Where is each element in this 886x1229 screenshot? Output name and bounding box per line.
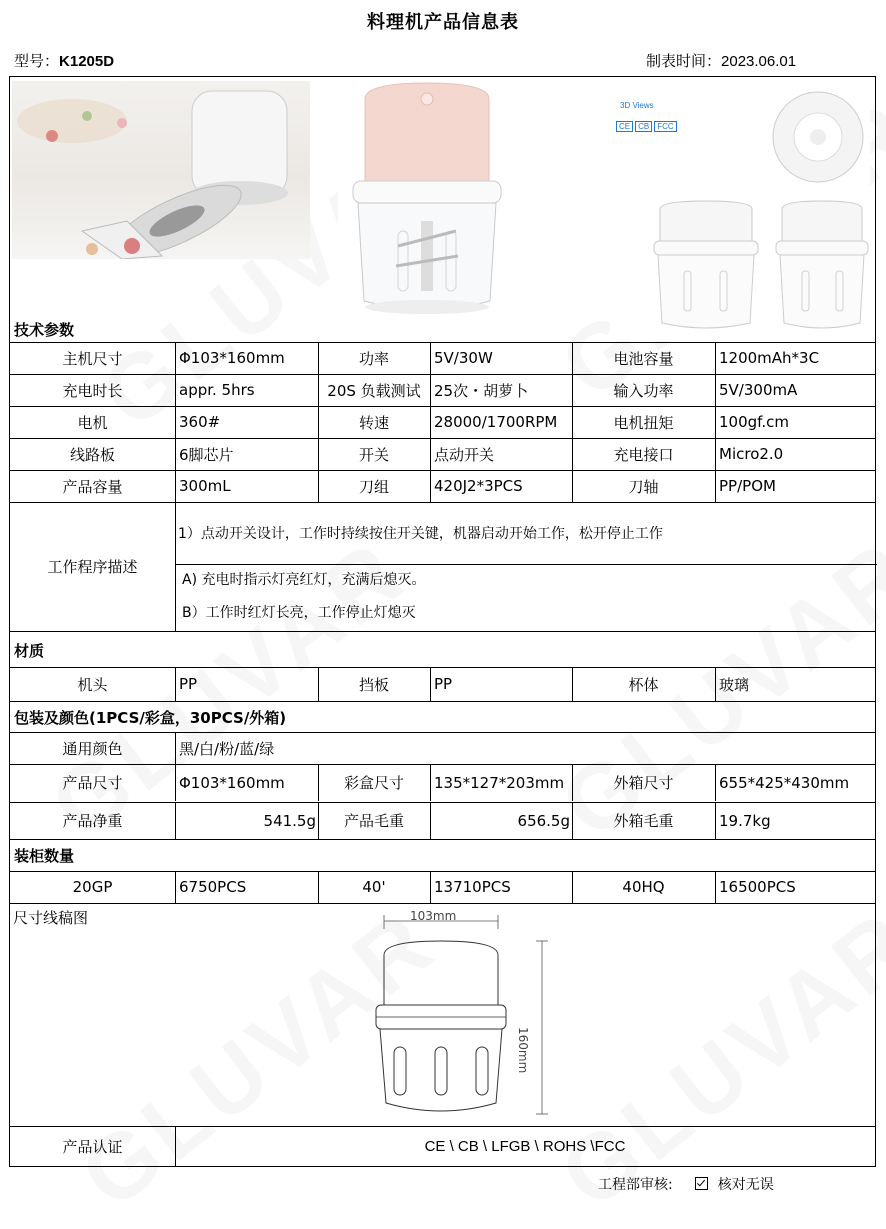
- divider: [175, 374, 176, 406]
- checkbox-checked-icon[interactable]: [695, 1177, 708, 1190]
- divider: [175, 470, 176, 502]
- date-value: 2023.06.01: [721, 53, 797, 70]
- divider: [572, 667, 573, 701]
- tech-cell: 28000/1700RPM: [434, 413, 558, 431]
- packing-cell: 外箱毛重: [613, 812, 674, 830]
- chopper-front-illustration: [338, 81, 516, 325]
- tech-cell: 刀组: [358, 477, 389, 496]
- height-dimension-label: 160mm: [516, 1027, 530, 1074]
- divider: [175, 667, 176, 701]
- cert-marks: [616, 121, 677, 132]
- tech-cell: 充电接口: [613, 445, 674, 464]
- divider: [430, 342, 431, 374]
- container-cell: 40': [362, 878, 386, 896]
- product-photo-3d-views: [610, 91, 870, 341]
- divider: [715, 438, 716, 470]
- divider: [430, 374, 431, 406]
- date-line: [646, 50, 796, 71]
- divider: [318, 438, 319, 470]
- divider: [572, 342, 573, 374]
- approval-label: 工程部审核:: [598, 1177, 673, 1193]
- tech-cell: 产品容量: [62, 477, 123, 496]
- divider: [175, 871, 176, 903]
- container-cell: 40HQ: [622, 878, 665, 896]
- tech-cell: 5V/300mA: [719, 381, 798, 399]
- divider: [10, 631, 875, 632]
- tech-cell: 20S 负载测试: [327, 381, 421, 400]
- container-section-title: 装柜数量: [14, 847, 75, 865]
- material-cell: 挡板: [358, 675, 389, 694]
- container-cell: 6750PCS: [179, 878, 247, 896]
- views-label: 3D Views: [620, 101, 654, 110]
- packing-cell: 656.5g: [517, 811, 570, 830]
- divider: [318, 406, 319, 438]
- divider: [572, 470, 573, 502]
- tech-cell: 输入功率: [613, 381, 674, 400]
- divider: [10, 903, 875, 904]
- divider: [318, 374, 319, 406]
- divider: [430, 438, 431, 470]
- drawing-label: 尺寸线稿图: [13, 908, 89, 927]
- divider: [318, 871, 319, 903]
- cb-mark: CB: [635, 121, 652, 132]
- divider: [318, 802, 319, 839]
- tech-cell: PP/POM: [719, 477, 776, 495]
- divider: [430, 406, 431, 438]
- tech-cell: 点动开关: [434, 445, 495, 464]
- divider: [715, 802, 716, 839]
- divider: [175, 802, 176, 839]
- divider: [10, 802, 875, 803]
- tech-cell: 开关: [358, 445, 389, 464]
- divider: [318, 764, 319, 801]
- tech-cell: 300mL: [179, 477, 231, 495]
- procedure-line-3: B）工作时红灯长亮，工作停止灯熄灭: [182, 605, 416, 621]
- divider: [572, 871, 573, 903]
- packing-cell: 产品毛重: [343, 812, 404, 830]
- model-line: [14, 50, 114, 71]
- divider: [572, 764, 573, 801]
- color-label: 通用颜色: [62, 739, 123, 758]
- tech-cell: 电机: [77, 413, 108, 432]
- divider: [175, 764, 176, 801]
- packing-cell: 19.7kg: [719, 811, 771, 830]
- divider: [430, 667, 431, 701]
- divider: [175, 342, 176, 374]
- divider: [175, 438, 176, 470]
- packing-cell: 135*127*203mm: [434, 773, 565, 792]
- tech-cell: 360#: [179, 413, 221, 431]
- divider: [572, 438, 573, 470]
- divider: [10, 839, 875, 840]
- packing-cell: 541.5g: [263, 811, 316, 830]
- width-dimension-label: 103mm: [410, 909, 457, 923]
- tech-cell: 线路板: [69, 445, 115, 464]
- date-label: 制表时间：: [646, 52, 722, 70]
- procedure-label: 工作程序描述: [47, 558, 138, 576]
- material-cell: 玻璃: [719, 675, 750, 694]
- divider: [430, 871, 431, 903]
- fcc-mark: FCC: [654, 121, 676, 132]
- document-title: 料理机产品信息表: [367, 12, 519, 33]
- tech-cell: 5V/30W: [434, 349, 493, 367]
- dimension-drawing: [350, 907, 580, 1127]
- divider: [430, 802, 431, 839]
- packing-cell: 655*425*430mm: [719, 773, 850, 792]
- packing-cell: 彩盒尺寸: [343, 774, 404, 792]
- divider: [715, 764, 716, 801]
- tech-cell: 电机扭矩: [613, 413, 674, 432]
- tech-cell: 刀轴: [628, 477, 659, 496]
- divider: [10, 701, 875, 702]
- divider: [572, 374, 573, 406]
- tech-cell: 功率: [358, 349, 389, 368]
- tech-cell: 主机尺寸: [62, 349, 123, 368]
- material-cell: PP: [434, 675, 453, 693]
- model-value: K1205D: [59, 53, 115, 70]
- packing-cell: Φ103*160mm: [179, 773, 285, 792]
- container-cell: 16500PCS: [719, 878, 796, 896]
- material-cell: 杯体: [628, 675, 659, 694]
- divider: [715, 871, 716, 903]
- procedure-line-2: A) 充电时指示灯亮红灯，充满后熄灭。: [182, 572, 426, 588]
- divider: [430, 764, 431, 801]
- tech-cell: 转速: [358, 413, 389, 432]
- tech-cell: 电池容量: [613, 349, 674, 368]
- divider: [318, 470, 319, 502]
- info-sheet: [9, 76, 876, 1167]
- divider: [715, 406, 716, 438]
- tech-cell: 充电时长: [62, 381, 123, 400]
- divider: [10, 374, 875, 375]
- cert-label: 产品认证: [62, 1137, 123, 1156]
- packing-cell: 外箱尺寸: [613, 774, 674, 792]
- tech-cell: appr. 5hrs: [179, 381, 255, 399]
- material-cell: PP: [179, 675, 198, 693]
- divider: [10, 470, 875, 471]
- divider: [715, 470, 716, 502]
- divider: [175, 502, 176, 631]
- tech-cell: 420J2*3PCS: [434, 477, 523, 495]
- cert-value: CE \ CB \ LFGB \ ROHS \FCC: [424, 1137, 626, 1155]
- divider: [175, 406, 176, 438]
- model-label: 型号：: [14, 52, 60, 70]
- tech-cell: Micro2.0: [719, 445, 784, 463]
- container-cell: 20GP: [72, 878, 113, 896]
- tech-cell: 25次・胡萝卜: [434, 381, 529, 400]
- procedure-line-1: 1）点动开关设计，工作时持续按住开关键，机器启动开始工作，松开停止工作: [178, 526, 663, 542]
- color-value: 黑/白/粉/蓝/绿: [179, 739, 275, 758]
- divider: [318, 667, 319, 701]
- container-cell: 13710PCS: [434, 878, 511, 896]
- tech-cell: 1200mAh*3C: [719, 349, 820, 367]
- packing-cell: 产品净重: [62, 812, 123, 830]
- divider: [715, 667, 716, 701]
- divider: [715, 374, 716, 406]
- approval-check-label: 核对无误: [717, 1177, 774, 1193]
- divider: [572, 406, 573, 438]
- packing-cell: 产品尺寸: [62, 774, 123, 792]
- product-photo-exploded: [12, 81, 310, 259]
- tech-section-title: 技术参数: [14, 321, 75, 339]
- footer-approval: [598, 1174, 774, 1194]
- divider: [10, 438, 875, 439]
- divider: [715, 342, 716, 374]
- tech-cell: Φ103*160mm: [179, 349, 285, 367]
- divider: [318, 342, 319, 374]
- material-cell: 机头: [77, 675, 108, 694]
- divider: [430, 470, 431, 502]
- exploded-view-illustration: [12, 81, 310, 259]
- tech-cell: 100gf.cm: [719, 413, 789, 431]
- material-section-title: 材质: [14, 642, 45, 660]
- ce-mark: CE: [616, 121, 633, 132]
- tech-cell: 6脚芯片: [179, 445, 234, 464]
- divider: [572, 802, 573, 839]
- packing-section-title: 包装及颜色(1PCS/彩盒，30PCS/外箱): [14, 709, 287, 727]
- product-photo-front: [338, 81, 516, 325]
- divider: [10, 406, 875, 407]
